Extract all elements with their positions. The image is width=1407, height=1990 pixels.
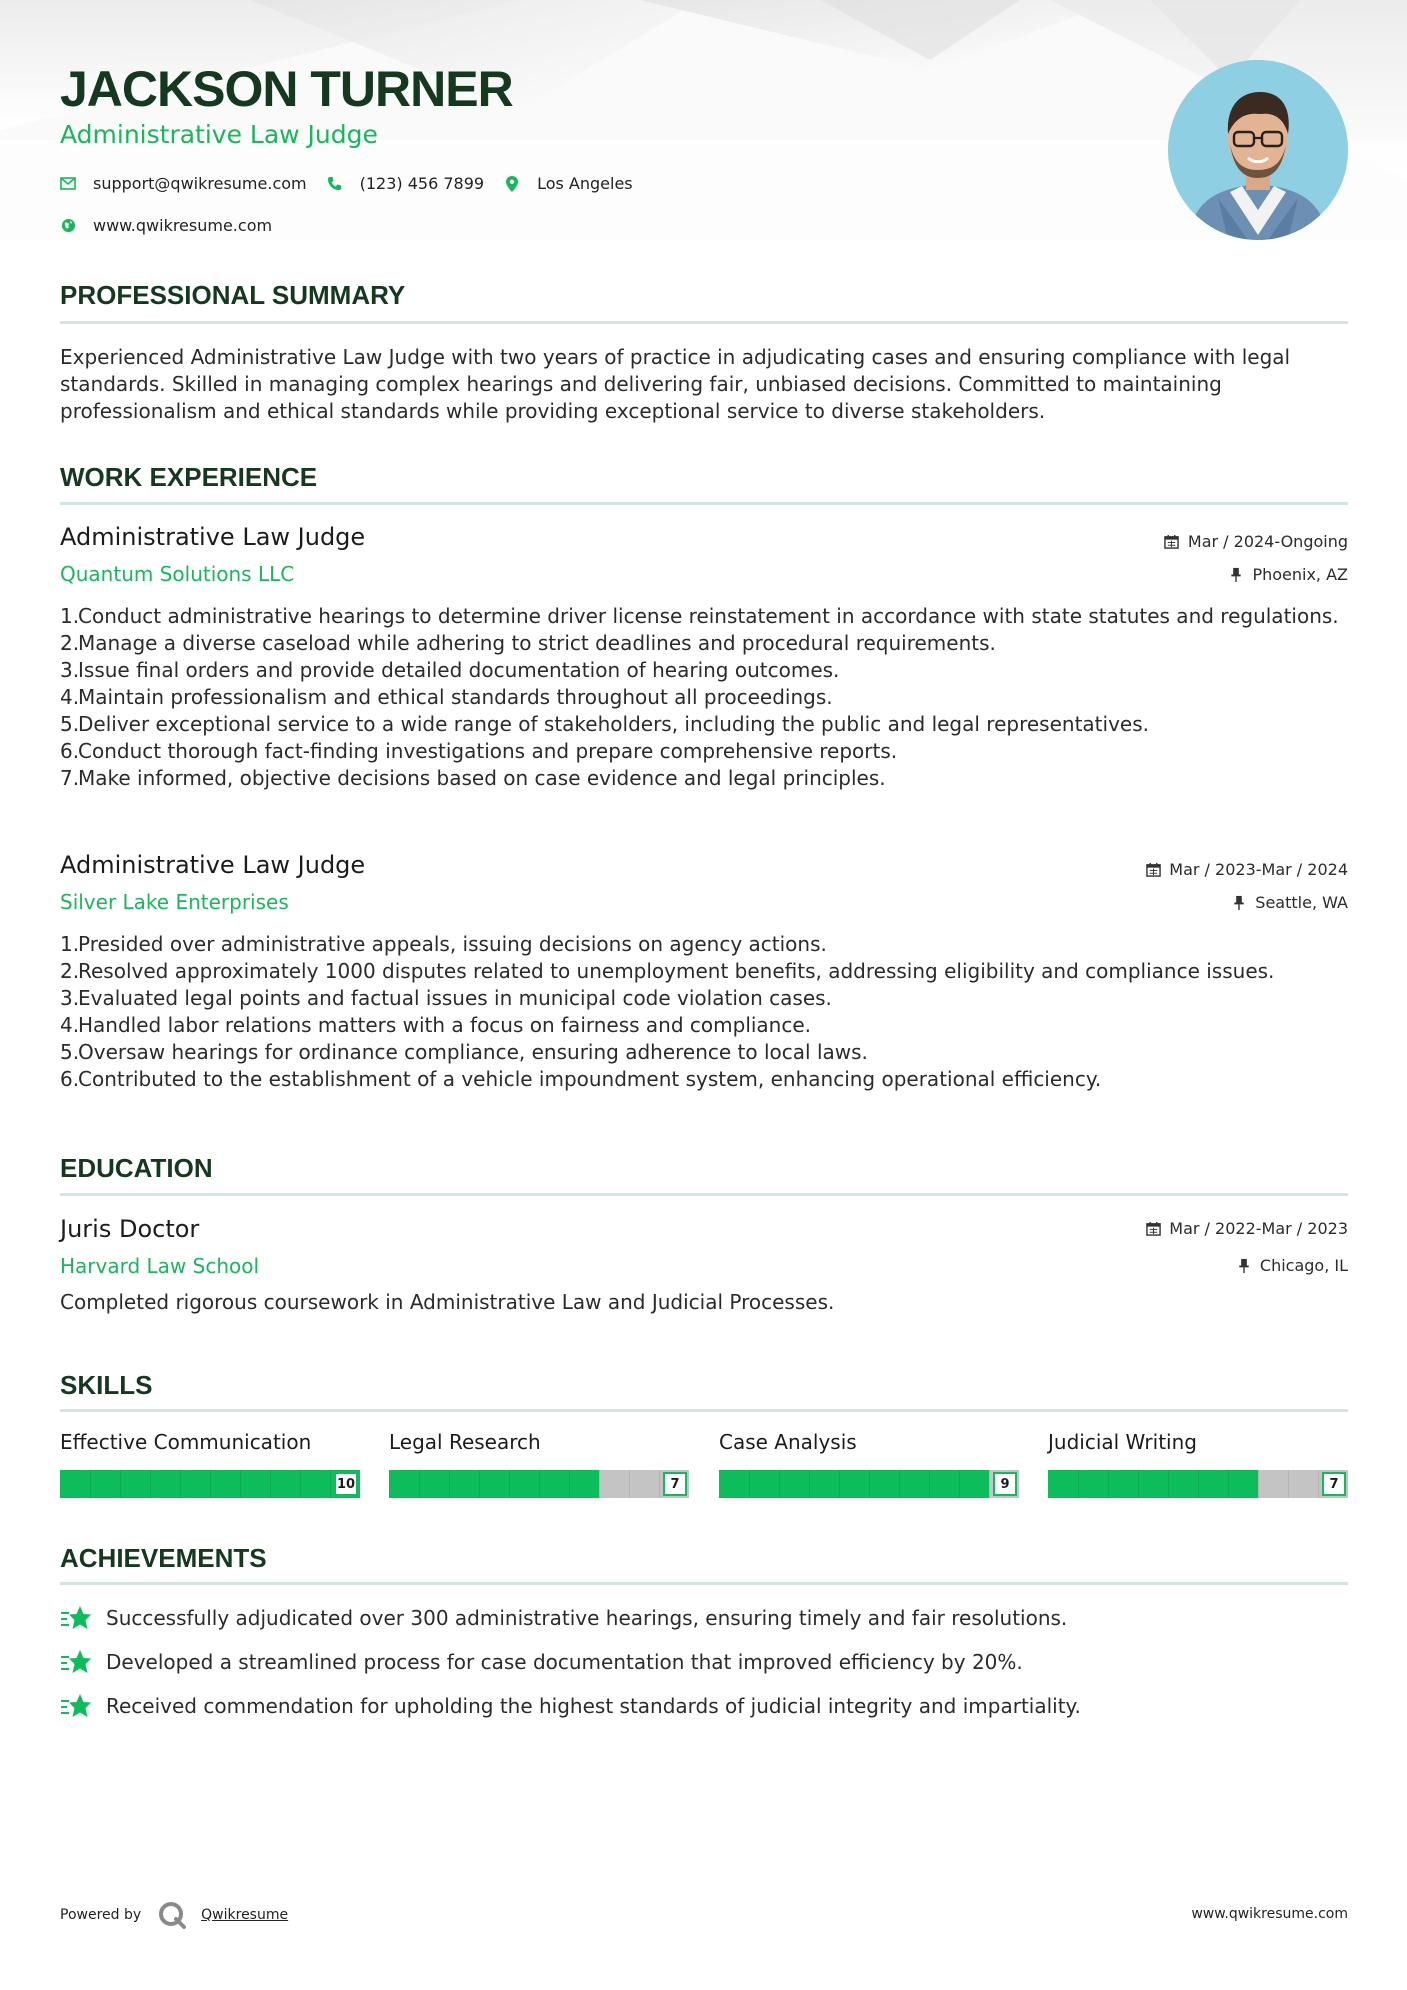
job-company: Silver Lake Enterprises (60, 890, 289, 914)
map-pin-icon (504, 176, 520, 192)
skill-bar-segment (599, 1470, 600, 1498)
phone-icon (327, 176, 343, 192)
skill-bar-segment (449, 1470, 450, 1498)
skill-bar-segment (749, 1470, 750, 1498)
section-divider (60, 1582, 1348, 1585)
skill-name: Legal Research (389, 1430, 541, 1454)
skill-bar-segment (150, 1470, 151, 1498)
list-item: 7. Make informed, objective decisions based on case evidence and legal principles. (60, 766, 886, 790)
skill-level-badge: 9 (993, 1472, 1017, 1496)
skill-item (389, 1430, 689, 1498)
skill-bar-segment (330, 1470, 331, 1498)
skill-bar-segment (779, 1470, 780, 1498)
achievement-text: Developed a streamlined process for case documentation that improved efficiency by 20%. (106, 1650, 1023, 1674)
skill-bar-segment (509, 1470, 510, 1498)
location-text: Los Angeles (537, 174, 633, 193)
skill-bar-segment (1228, 1470, 1229, 1498)
skill-bar-segment (989, 1470, 990, 1498)
skill-bar-segment (1138, 1470, 1139, 1498)
section-divider (60, 1409, 1348, 1412)
skill-item (1048, 1430, 1348, 1498)
skill-name: Case Analysis (719, 1430, 857, 1454)
job-company: Quantum Solutions LLC (60, 562, 295, 586)
skill-level-badge: 10 (334, 1472, 358, 1496)
list-item: 6. Conduct thorough fact-finding investigations and prepare comprehensive reports. (60, 739, 898, 763)
achievement-text: Received commendation for upholding the highest standards of judicial integrity and impartiality. (106, 1694, 1081, 1718)
summary-text: Experienced Administrative Law Judge with two years of practice in adjudicating cases and ensuring compliance with legal standards. Skilled in managing complex hearings and delivering fair, unbiased decisions. Committed to maintaining professionalism and ethical standards while providing exceptional service to diverse stakeholders. (60, 345, 1291, 423)
skill-level-badge: 7 (663, 1472, 687, 1496)
skill-bar-segment (539, 1470, 540, 1498)
education-location (1236, 1256, 1348, 1275)
skill-bar-segment (1108, 1470, 1109, 1498)
achievements-heading: ACHIEVEMENTS (60, 1543, 267, 1573)
education-dates-text: Mar / 2022-Mar / 2023 (1169, 1219, 1348, 1238)
skill-bar (1048, 1470, 1348, 1498)
powered-by-label: Powered by (60, 1907, 142, 1923)
email-text: support@qwikresume.com (93, 174, 307, 193)
skill-bar (389, 1470, 689, 1498)
contact-phone[interactable] (327, 174, 484, 193)
skill-bar-segment (300, 1470, 301, 1498)
summary-heading: PROFESSIONAL SUMMARY (60, 280, 406, 310)
footer-website-link[interactable]: www.qwikresume.com (1191, 1906, 1348, 1922)
education-degree: Juris Doctor (60, 1215, 200, 1243)
job-location (1231, 893, 1348, 912)
list-item: 1. Conduct administrative hearings to determine driver license reinstatement in accordance with state statutes and regulations. (60, 604, 1339, 628)
section-divider (60, 321, 1348, 324)
list-item: 4. Maintain professionalism and ethical standards throughout all proceedings. (60, 685, 833, 709)
education-location-text: Chicago, IL (1259, 1256, 1348, 1275)
skill-bar-segment (1078, 1470, 1079, 1498)
calendar-icon (1164, 534, 1180, 550)
education-dates (1145, 1219, 1348, 1238)
skill-bar-segment (659, 1470, 660, 1498)
education-description: Completed rigorous coursework in Administrative Law and Judicial Processes. (60, 1290, 835, 1314)
skill-bar-segment (869, 1470, 870, 1498)
achievement-item (60, 1605, 1067, 1631)
job-location (1228, 565, 1348, 584)
skill-bar-segment (809, 1470, 810, 1498)
job-bullets (60, 931, 1350, 1093)
globe-icon (60, 218, 76, 234)
skill-bar-segment (1318, 1470, 1319, 1498)
contact-email[interactable] (60, 174, 307, 193)
skill-bar-segment (270, 1470, 271, 1498)
skill-bar-segment (240, 1470, 241, 1498)
experience-heading: WORK EXPERIENCE (60, 462, 318, 492)
qwikresume-link[interactable]: Qwikresume (201, 1907, 289, 1923)
job-title: Administrative Law Judge (60, 523, 366, 551)
skill-bar (60, 1470, 360, 1498)
skill-bar-segment (1258, 1470, 1259, 1498)
job-dates (1164, 532, 1348, 551)
skill-name: Judicial Writing (1048, 1430, 1197, 1454)
section-divider (60, 502, 1348, 505)
skill-bar-segment (210, 1470, 211, 1498)
skill-bar (719, 1470, 1019, 1498)
website-text: www.qwikresume.com (93, 216, 273, 235)
contact-row (60, 174, 653, 193)
skill-item (719, 1430, 1019, 1498)
education-heading: EDUCATION (60, 1153, 213, 1183)
list-item: 1. Presided over administrative appeals, issuing decisions on agency actions. (60, 932, 827, 956)
skill-bar-fill (1048, 1470, 1258, 1498)
job-location-text: Seattle, WA (1255, 893, 1348, 912)
job-title: Administrative Law Judge (60, 851, 366, 879)
job-dates-text: Mar / 2024-Ongoing (1187, 532, 1348, 551)
skill-bar-segment (569, 1470, 570, 1498)
skill-bar-segment (1198, 1470, 1199, 1498)
qwikresume-logo-icon (157, 1900, 187, 1930)
job-dates-text: Mar / 2023-Mar / 2024 (1169, 860, 1348, 879)
achievement-item (60, 1649, 1023, 1675)
skill-level-badge: 7 (1322, 1472, 1346, 1496)
skill-bar-segment (180, 1470, 181, 1498)
list-item: 2. Resolved approximately 1000 disputes related to unemployment benefits, addressing eligibility and compliance issues. (60, 959, 1275, 983)
calendar-icon (1145, 862, 1161, 878)
section-divider (60, 1193, 1348, 1196)
calendar-icon (1145, 1221, 1161, 1237)
list-item: 3. Issue final orders and provide detailed documentation of hearing outcomes. (60, 658, 840, 682)
job-location-text: Phoenix, AZ (1252, 565, 1348, 584)
star-icon (60, 1649, 92, 1675)
skills-heading: SKILLS (60, 1370, 153, 1400)
education-school: Harvard Law School (60, 1254, 260, 1278)
skill-bar-fill (389, 1470, 599, 1498)
list-item: 5. Oversaw hearings for ordinance compliance, ensuring adherence to local laws. (60, 1040, 868, 1064)
list-item: 5. Deliver exceptional service to a wide range of stakeholders, including the public and legal representatives. (60, 712, 1149, 736)
job-dates (1145, 860, 1348, 879)
candidate-name: JACKSON TURNER (60, 61, 513, 117)
skill-bar-segment (1288, 1470, 1289, 1498)
star-icon (60, 1693, 92, 1719)
skill-bar-segment (90, 1470, 91, 1498)
job-bullets (60, 603, 1350, 792)
profile-photo (1168, 60, 1348, 240)
pushpin-icon (1236, 1258, 1252, 1274)
skill-bar-segment (929, 1470, 930, 1498)
skill-bar-fill (719, 1470, 989, 1498)
envelope-icon (60, 176, 76, 192)
contact-row-website (60, 216, 292, 235)
phone-text: (123) 456 7899 (359, 174, 485, 193)
skill-bar-segment (629, 1470, 630, 1498)
pushpin-icon (1231, 895, 1247, 911)
contact-location (504, 174, 633, 193)
list-item: 6. Contributed to the establishment of a vehicle impoundment system, enhancing operational efficiency. (60, 1067, 1102, 1091)
skill-item (60, 1430, 360, 1498)
list-item: 4. Handled labor relations matters with a focus on fairness and compliance. (60, 1013, 812, 1037)
skill-bar-segment (479, 1470, 480, 1498)
star-icon (60, 1605, 92, 1631)
skill-bar-segment (959, 1470, 960, 1498)
list-item: 3. Evaluated legal points and factual issues in municipal code violation cases. (60, 986, 832, 1010)
list-item: 2. Manage a diverse caseload while adhering to strict deadlines and procedural requirements. (60, 631, 996, 655)
skill-bar-segment (120, 1470, 121, 1498)
skill-bar-segment (1168, 1470, 1169, 1498)
achievement-item (60, 1693, 1081, 1719)
skill-bar-segment (839, 1470, 840, 1498)
achievement-text: Successfully adjudicated over 300 administrative hearings, ensuring timely and fair resolutions. (106, 1606, 1068, 1630)
candidate-role: Administrative Law Judge (60, 120, 378, 149)
contact-website[interactable] (60, 216, 272, 235)
pushpin-icon (1228, 567, 1244, 583)
skill-bar-segment (899, 1470, 900, 1498)
footer-branding (60, 1900, 288, 1930)
skill-name: Effective Communication (60, 1430, 312, 1454)
skill-bar-segment (419, 1470, 420, 1498)
